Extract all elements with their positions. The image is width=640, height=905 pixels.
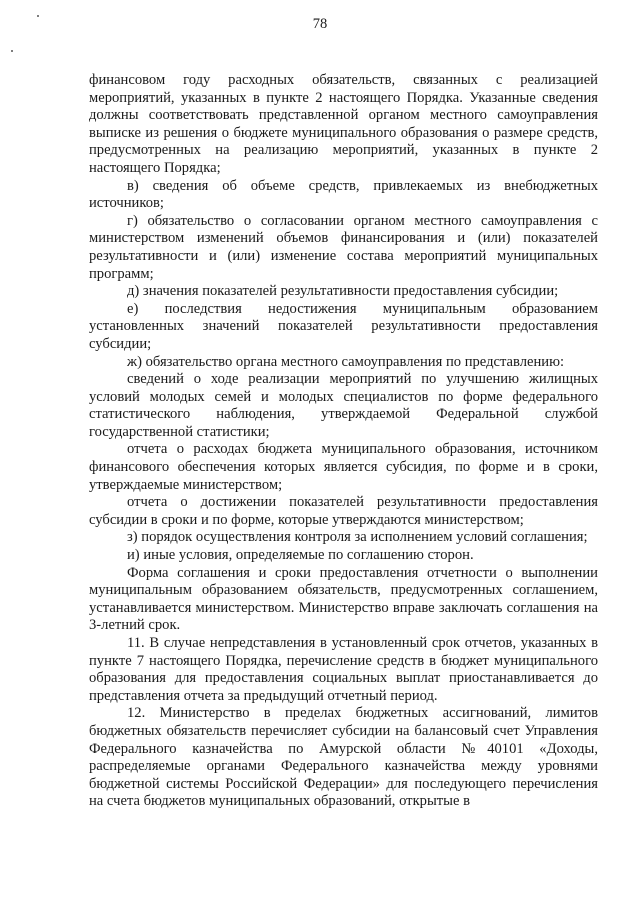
paragraph: и) иные условия, определяемые по соглашению сторон.	[127, 547, 474, 564]
paragraph: 11. В случае непредставления в установленный срок отчетов, указанных в пункте 7 настоящего Порядка, перечисление средств в бюджет муниципального образования для предоставления социальных выплат приостанавливается до представления отчета за предыдущий отчетный период.	[89, 635, 598, 704]
document-body	[89, 72, 598, 811]
paragraph: отчета о достижении показателей результативности предоставления субсидии в сроки и по форме, которые утверждаются министерством;	[89, 494, 598, 528]
scan-artifact-dot	[11, 50, 13, 52]
paragraph: сведений о ходе реализации мероприятий по улучшению жилищных условий молодых семей и молодых специалистов по форме федерального статистического наблюдения, утверждаемой Федеральной службой государственной статистики;	[89, 371, 598, 440]
paragraph: в) сведения об объеме средств, привлекаемых из внебюджетных источников;	[89, 177, 598, 212]
paragraph: е) последствия недостижения муниципальным образованием установленных значений показателей результативности предоставления субсидии;	[89, 300, 598, 352]
paragraph: Форма соглашения и сроки предоставления отчетности о выполнении муниципальным образованием обязательств, предусмотренных соглашением, устанавливается министерством. Министерство вправе заключать соглашения на 3-летний срок.	[89, 564, 598, 634]
paragraph: д) значения показателей результативности предоставления субсидии;	[127, 283, 559, 300]
paragraph: г) обязательство о согласовании органом местного самоуправления с министерством изменений объемов финансирования и (или) показателей результативности и (или) изменение состава мероприятий муниципальных программ;	[89, 212, 598, 282]
paragraph: ж) обязательство органа местного самоуправления по представлению:	[127, 353, 565, 370]
paragraph: 12. Министерство в пределах бюджетных ассигнований, лимитов бюджетных обязательств перечисляет субсидии на балансовый счет Управления Федерального казначейства по Амурской области №40101 «Доходы, распределяемые органами Федерального казначейства между уровнями бюджетной системы Российской Федерации» для последующего перечисления на счета бюджетов муниципальных образований, открытые в	[89, 705, 598, 810]
paragraph: финансовом году расходных обязательств, связанных с реализацией мероприятий, указанных в пункте 2 настоящего Порядка. Указанные сведения должны соответствовать представленной органом местного самоуправления выписке из решения о бюджете муниципального образования о размере средств, предусмотренных на реализацию мероприятий, указанных в пункте 2 настоящего Порядка;	[89, 72, 598, 176]
paragraph: з) порядок осуществления контроля за исполнением условий соглашения;	[127, 529, 588, 546]
page-number: 78	[312, 16, 328, 32]
paragraph: отчета о расходах бюджета муниципального образования, источником финансового обеспечения которых является субсидия, по форме и в сроки, утверждаемые министерством;	[89, 441, 598, 493]
